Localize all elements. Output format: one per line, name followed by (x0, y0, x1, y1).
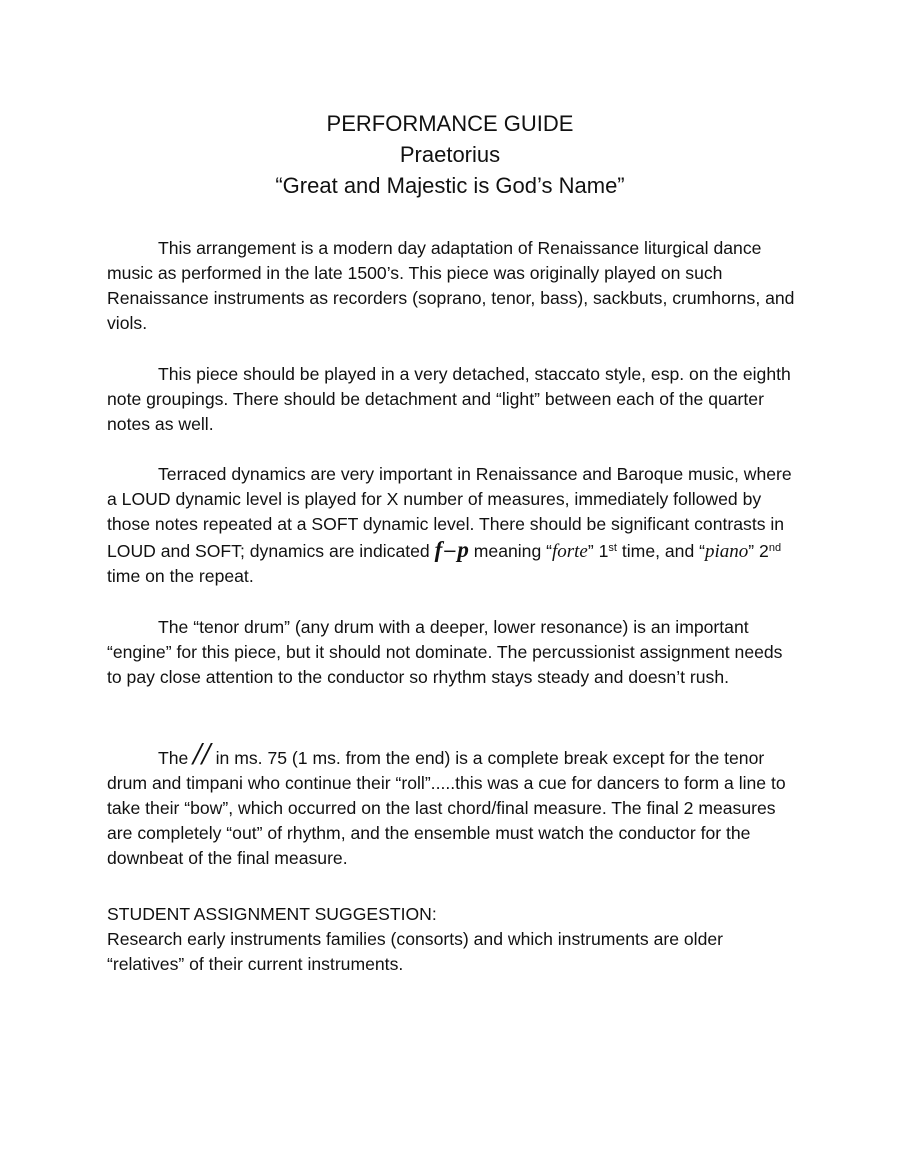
paragraph-text: ” 1 (587, 541, 609, 561)
dynamic-dash: − (442, 541, 458, 562)
paragraph-text: ” 2 (748, 541, 769, 561)
paragraph-style (107, 362, 797, 437)
piano-word: piano (705, 541, 749, 562)
paragraph-text: meaning “ (468, 541, 552, 561)
paragraph-text: This arrangement is a modern day adaptation of Renaissance liturgical dance music as performed in the late 1500’s. This piece was originally played on such Renaissance instruments as recorders (soprano, tenor, bass), sackbuts, crumhorns, and viols. (107, 238, 795, 333)
paragraph-tenor-drum (107, 615, 797, 690)
composer-name: Praetorius (399, 142, 501, 167)
paragraph-text: Terraced dynamics are very important in Renaissance and Baroque music, where a LOUD dynamic level is played for X number of measures, immediately followed by those notes repeated at a SOFT dynamic level. There should be significant contrasts in LOUD and SOFT; dynamics are indicated (107, 464, 792, 561)
assignment-heading: STUDENT ASSIGNMENT SUGGESTION: (107, 904, 437, 924)
paragraph-text: This piece should be played in a very detached, staccato style, esp. on the eighth note groupings. There should be detachment and “light” between each of the quarter notes as well. (107, 364, 791, 434)
paragraph-arrangement (107, 236, 797, 336)
assignment-text: Research early instruments families (consorts) and which instruments are older “relatives” of their current instruments. (107, 929, 724, 974)
paragraph-text: in ms. 75 (1 ms. from the end) is a complete break except for the tenor drum and timpani who continue their “roll”.....this was a cue for dancers to form a line to take their “bow”, which occurred on the last chord/final measure. The final 2 measures are completely “out” of rhythm, and the ensemble must watch the conductor for the downbeat of the final measure. (107, 748, 786, 868)
paragraph-break (107, 739, 797, 871)
document-title: PERFORMANCE GUIDE (326, 111, 574, 136)
paragraph-text: The (158, 748, 194, 768)
paragraph-dynamics (107, 462, 797, 589)
assignment-section (107, 902, 797, 977)
paragraph-text: time, and “ (616, 541, 705, 561)
dynamic-forte-symbol: f (434, 537, 443, 562)
caesura-symbol: // (193, 739, 211, 769)
title-block (0, 108, 900, 201)
forte-word: forte (551, 541, 588, 562)
ordinal-suffix: nd (768, 542, 782, 554)
piece-title: “Great and Majestic is God’s Name” (275, 173, 625, 198)
dynamic-piano-symbol: p (457, 537, 469, 562)
paragraph-text: time on the repeat. (107, 566, 254, 586)
ordinal-suffix: st (608, 542, 617, 554)
paragraph-text: The “tenor drum” (any drum with a deeper, lower resonance) is an important “engine” for this piece, but it should not dominate. The percussionist assignment needs to pay close attention to the conductor so rhythm stays steady and doesn’t rush. (107, 617, 783, 687)
